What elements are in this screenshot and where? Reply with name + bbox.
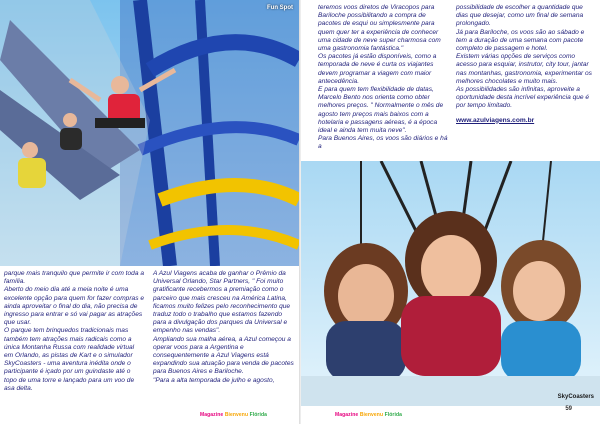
column-a <box>4 270 144 393</box>
column-a-paragraph: parque mais tranquilo que permite ir com toda a família. <box>4 270 145 286</box>
page-number: 59 <box>565 406 572 412</box>
footer-word-bienvenu: Bienvenu <box>359 412 384 418</box>
column-d-paragraph: possibilidade de escolher a quantidade que dias que desejar, como um final de semana prolongado. <box>456 4 584 28</box>
photo-caption-fun-spot: Fun Spot <box>267 5 293 11</box>
magazine-footer-right <box>335 412 402 418</box>
azul-viagens-link[interactable]: www.azulviagens.com.br <box>456 116 535 124</box>
column-c-paragraph: Para Buenos Aires, os voos são diários e há a <box>318 135 448 151</box>
footer-word-florida: Flórida <box>384 412 402 418</box>
skycoasters-illustration <box>301 161 600 406</box>
column-b-paragraph: Ampliando sua malha aérea, a Azul começou a operar voos para a Argentina e consequentemente a Azul Viagens está expandindo sua atuação para venda de pacotes para Buenos Aires e Bariloche. <box>153 335 294 376</box>
column-d-paragraph: Já para Bariloche, os voos são ao sábado e tem a duração de uma semana com pacote completo de passagem e hotel. <box>456 28 585 53</box>
column-d-paragraph: Existem várias opções de serviços como acesso para esquiar, instrutor, city tour, jantar nas montanhas, gastronomia, experimentar os melhores chocolates e muito mais. <box>456 53 592 85</box>
column-c-paragraph: teremos voos diretos de Viracopos para Bariloche possibilitando a compra de pacotes de esqui ou simplesmente para quem quer ter a experiência de conhecer uma cidade de neve super charmosa com uma gastronomia fantástica." <box>318 4 441 53</box>
column-d <box>456 4 596 125</box>
column-c-paragraph: Os pacotes já estão disponíveis, como a temporada de neve é curta os viajantes devem programar a viagem com maior antecedência. <box>318 53 437 85</box>
fun-spot-illustration <box>0 0 299 266</box>
footer-word-florida: Flórida <box>249 412 267 418</box>
footer-word-magazine: Magazine <box>335 412 359 418</box>
column-c <box>318 4 448 152</box>
column-b-paragraph: "Para a alta temporada de julho e agosto, <box>153 376 275 384</box>
footer-word-bienvenu: Bienvenu <box>224 412 249 418</box>
column-c-paragraph: E para quem tem flexibilidade de datas, Marcelo Bento nos orienta como obter melhores preços. " Normalmente o mês de agosto tem preços mais baixos com a hotelaria e passagens aéreas, é a época ideal e ainda tem muita neve". <box>318 86 444 135</box>
column-d-paragraph: As possibilidades são infinitas, aproveite a oportunidade desta incrível experiência que é por tempo limitado. <box>456 86 590 110</box>
photo-caption-skycoasters: SkyCoasters <box>557 394 594 400</box>
column-a-paragraph: Aberto do meio dia até a meia noite é uma excelente opção para quem for fazer compras e ainda aproveitar o final do dia, não precisa de ingresso para entrar e só vai pagar as atrações que usar. <box>4 286 145 327</box>
magazine-footer-left <box>200 412 267 418</box>
skycoasters-photo <box>301 161 600 406</box>
footer-word-magazine: Magazine <box>200 412 224 418</box>
column-b <box>153 270 296 385</box>
column-b-paragraph: A Azul Viagens acaba de ganhar o Prêmio da Universal Orlando, Star Partners, " Foi muito gratificante recebermos a premiação como o parceiro que mais cresceu na América Latina, ficamos muito felizes pelo reconhecimento que traduz todo o trabalho que estamos fazendo para a divulgação dos parques da Universal e empenho nas vendas". <box>153 270 291 335</box>
column-a-paragraph: O parque tem brinquedos tradicionais mas também tem atrações mais radicais como a única Montanha Russa com realidade virtual em Orlando, as pistas de Kart e o simulador SkyCoasters - uma aventura inédita onde o participante é içado por um guindaste até o topo de uma torre e lançado para um voo de asa delta. <box>4 327 135 392</box>
fun-spot-photo <box>0 0 299 266</box>
